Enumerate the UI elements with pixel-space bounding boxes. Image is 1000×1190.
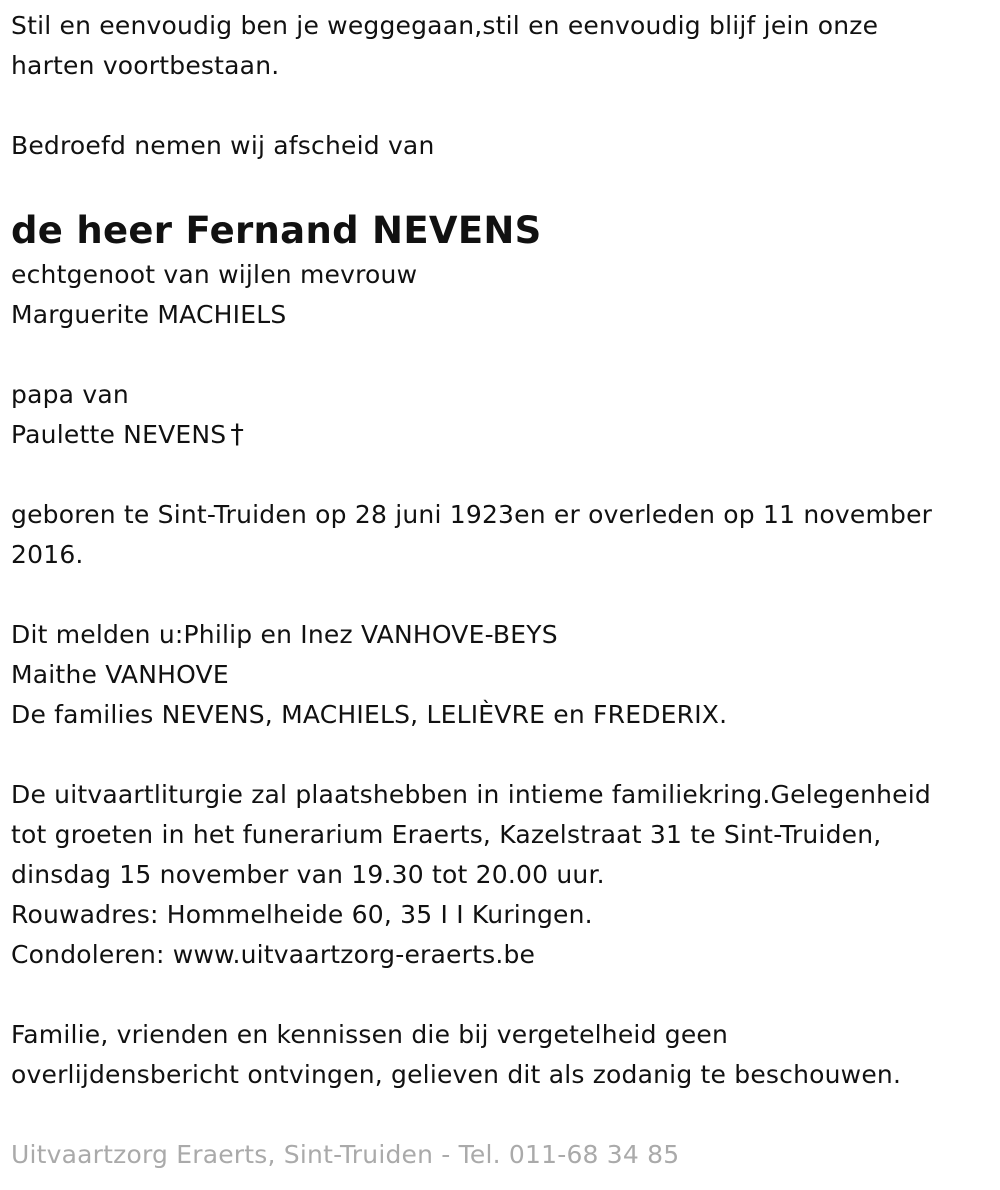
children-label: papa van — [11, 380, 129, 409]
announced-line-1: Dit melden u:Philip en Inez VANHOVE-BEYS — [11, 620, 558, 649]
birth-death-line-1: geboren te Sint-Truiden op 28 juni 1923en er overleden op 11 november — [11, 500, 933, 529]
intro-line-1: Stil en eenvoudig ben je weggegaan,stil en eenvoudig blijf jein onze — [11, 11, 879, 40]
funeral-line-2: tot groeten in het funerarium Eraerts, Kazelstraat 31 te Sint-Truiden, — [11, 820, 882, 849]
notice-line-2: overlijdensbericht ontvingen, gelieven dit als zodanig te beschouwen. — [11, 1060, 902, 1089]
deceased-name: de heer Fernand NEVENS — [11, 209, 542, 252]
obituary-document — [11, 6, 991, 1175]
announced-line-2: Maithe VANHOVE — [11, 660, 229, 689]
spouse-line-1: echtgenoot van wijlen mevrouw — [11, 260, 418, 289]
condolence-link: Condoleren: www.uitvaartzorg-eraerts.be — [11, 940, 536, 969]
child-entry — [11, 415, 991, 455]
funeral-home-footer: Uitvaartzorg Eraerts, Sint-Truiden - Tel. 011-68 34 85 — [11, 1140, 680, 1169]
funeral-line-3: dinsdag 15 november van 19.30 tot 20.00 uur. — [11, 860, 605, 889]
farewell-text: Bedroefd nemen wij afscheid van — [11, 131, 435, 160]
intro-verse — [11, 6, 991, 86]
birth-death-line-2: 2016. — [11, 540, 84, 569]
child-name: Paulette NEVENS — [11, 420, 227, 449]
announced-line-3: De families NEVENS, MACHIELS, LELIÈVRE en FREDERIX. — [11, 700, 728, 729]
cross-icon: † — [230, 419, 245, 450]
funeral-line-4: Rouwadres: Hommelheide 60, 35 I I Kuringen. — [11, 900, 593, 929]
spouse-line-2: Marguerite MACHIELS — [11, 300, 287, 329]
funeral-line-1: De uitvaartliturgie zal plaatshebben in intieme familiekring.Gelegenheid — [11, 780, 931, 809]
intro-line-2: harten voortbestaan. — [11, 51, 280, 80]
notice-line-1: Familie, vrienden en kennissen die bij vergetelheid geen — [11, 1020, 729, 1049]
